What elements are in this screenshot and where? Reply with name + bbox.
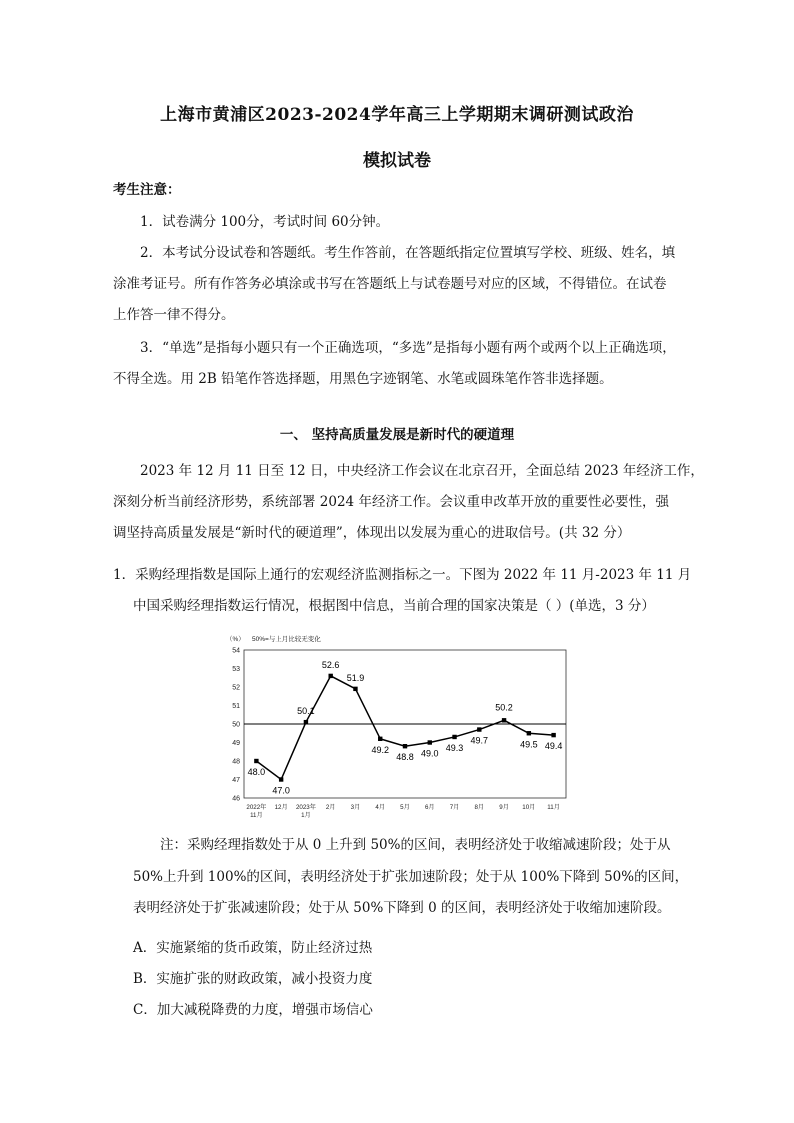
y-tick-label: 52	[232, 684, 240, 692]
data-label: 50.1	[297, 706, 315, 717]
x-tick-label: 2023年	[295, 804, 316, 811]
notice-item: 1．试卷满分 100分，考试时间 60分钟。	[140, 214, 390, 230]
option-b: B．实施扩张的财政政策，减小投资力度	[133, 971, 373, 987]
x-tick-label: 3月	[350, 804, 361, 811]
note-line: 50%上升到 100%的区间，表明经济处于扩张加速阶段；处于从 100%下降到 50%的区间，	[133, 869, 689, 885]
x-tick-label: 11月	[547, 804, 560, 811]
notice-item: 2．本考试分设试卷和答题纸。考生作答前，在答题纸指定位置填写学校、班级、姓名，填	[140, 245, 676, 261]
data-point	[378, 737, 382, 741]
section-intro-line: 调坚持高质量发展是“新时代的硬道理”，体现出以发展为重心的进取信号。(共 32 分）	[113, 525, 631, 541]
legend-note: 50%=与上月比较无变化	[252, 636, 321, 643]
y-tick-label: 49	[232, 740, 240, 747]
y-tick-label: 51	[232, 703, 240, 710]
data-point	[328, 674, 332, 678]
pmi-series-line	[256, 676, 553, 780]
notice-item: 涂准考证号。所有作答务必填涂或书写在答题纸上与试卷题号对应的区域，不得错位。在试卷	[113, 276, 667, 292]
y-tick-label: 47	[232, 777, 240, 784]
data-point	[353, 687, 357, 691]
data-point	[254, 759, 258, 763]
data-label: 51.9	[346, 672, 365, 683]
x-tick-label: 2月	[325, 804, 336, 811]
note-line: 注：采购经理指数处于从 0 上升到 50%的区间，表明经济处于收缩减速阶段；处于从	[160, 837, 671, 853]
data-label: 47.0	[272, 785, 290, 796]
x-tick-label: 11月	[250, 812, 263, 819]
data-point	[403, 744, 407, 748]
data-point	[551, 733, 555, 737]
section-heading: 一、 坚持高质量发展是新时代的硬道理	[279, 427, 515, 443]
x-tick-label: 2022年	[246, 804, 267, 811]
option-a: A．实施紧缩的货币政策，防止经济过热	[133, 940, 373, 956]
pmi-line-chart	[218, 630, 578, 825]
notice-item: 不得全选。用 2B 铅笔作答选择题，用黑色字迹钢笔、水笔或圆珠笔作答非选择题。	[113, 371, 613, 387]
data-label: 48.0	[247, 767, 266, 777]
option-c: C．加大减税降费的力度，增强市场信心	[133, 1002, 373, 1018]
notice-item: 上作答一律不得分。	[113, 307, 235, 323]
x-tick-label: 9月	[499, 804, 509, 811]
y-tick-label: 50	[232, 721, 240, 729]
data-point	[452, 735, 456, 739]
question-1-stem: 1．采购经理指数是国际上通行的宏观经济监测指标之一。下图为 2022 年 11 月-2023 年 11 月	[113, 567, 692, 583]
section-intro-line: 2023 年 12 月 11 日至 12 日，中央经济工作会议在北京召开，全面总结 2023 年经济工作，	[140, 463, 704, 479]
data-label: 52.6	[321, 659, 340, 670]
data-label: 49.7	[470, 735, 489, 746]
data-point	[279, 777, 283, 781]
x-tick-label: 6月	[424, 804, 435, 811]
y-tick-label: 46	[232, 795, 240, 803]
data-point	[502, 718, 506, 722]
notice-heading: 考生注意：	[113, 182, 181, 198]
data-point	[428, 740, 432, 744]
document-title: 上海市黄浦区2023-2024学年高三上学期期末调研测试政治	[160, 105, 634, 125]
data-point	[477, 727, 481, 731]
y-tick-label: 53	[232, 666, 240, 673]
pmi-chart	[218, 630, 578, 825]
y-unit-label: （%）	[226, 636, 245, 643]
section-intro-line: 深刻分析当前经济形势，系统部署 2024 年经济工作。会议重申改革开放的重要性必要性，强	[113, 494, 669, 510]
notice-item: 3．“单选”是指每小题只有一个正确选项，“多选”是指每小题有两个或两个以上正确选项，	[140, 340, 676, 356]
x-tick-label: 5月	[400, 804, 410, 811]
x-tick-label: 4月	[375, 804, 386, 811]
x-tick-label: 10月	[522, 804, 536, 811]
x-tick-label: 8月	[474, 804, 485, 811]
data-label: 49.0	[421, 748, 439, 759]
note-line: 表明经济处于扩张减速阶段；处于从 50%下降到 0 的区间，表明经济处于收缩加速阶段。	[133, 900, 671, 916]
x-tick-label: 1月	[301, 812, 311, 819]
question-1-stem: 中国采购经理指数运行情况，根据图中信息，当前合理的国家决策是（ ）(单选，3 分）	[133, 598, 655, 614]
data-point	[527, 731, 531, 735]
data-point	[304, 720, 308, 724]
x-tick-label: 12月	[274, 804, 288, 811]
y-tick-label: 54	[232, 647, 240, 655]
y-tick-label: 48	[232, 758, 240, 766]
data-label: 49.4	[544, 741, 563, 752]
data-label: 50.2	[495, 702, 513, 713]
data-label: 49.3	[445, 742, 464, 753]
document-subtitle: 模拟试卷	[363, 151, 431, 171]
x-tick-label: 7月	[449, 804, 460, 811]
data-label: 49.5	[520, 739, 538, 750]
data-label: 48.8	[396, 752, 414, 763]
data-label: 49.2	[371, 744, 389, 755]
